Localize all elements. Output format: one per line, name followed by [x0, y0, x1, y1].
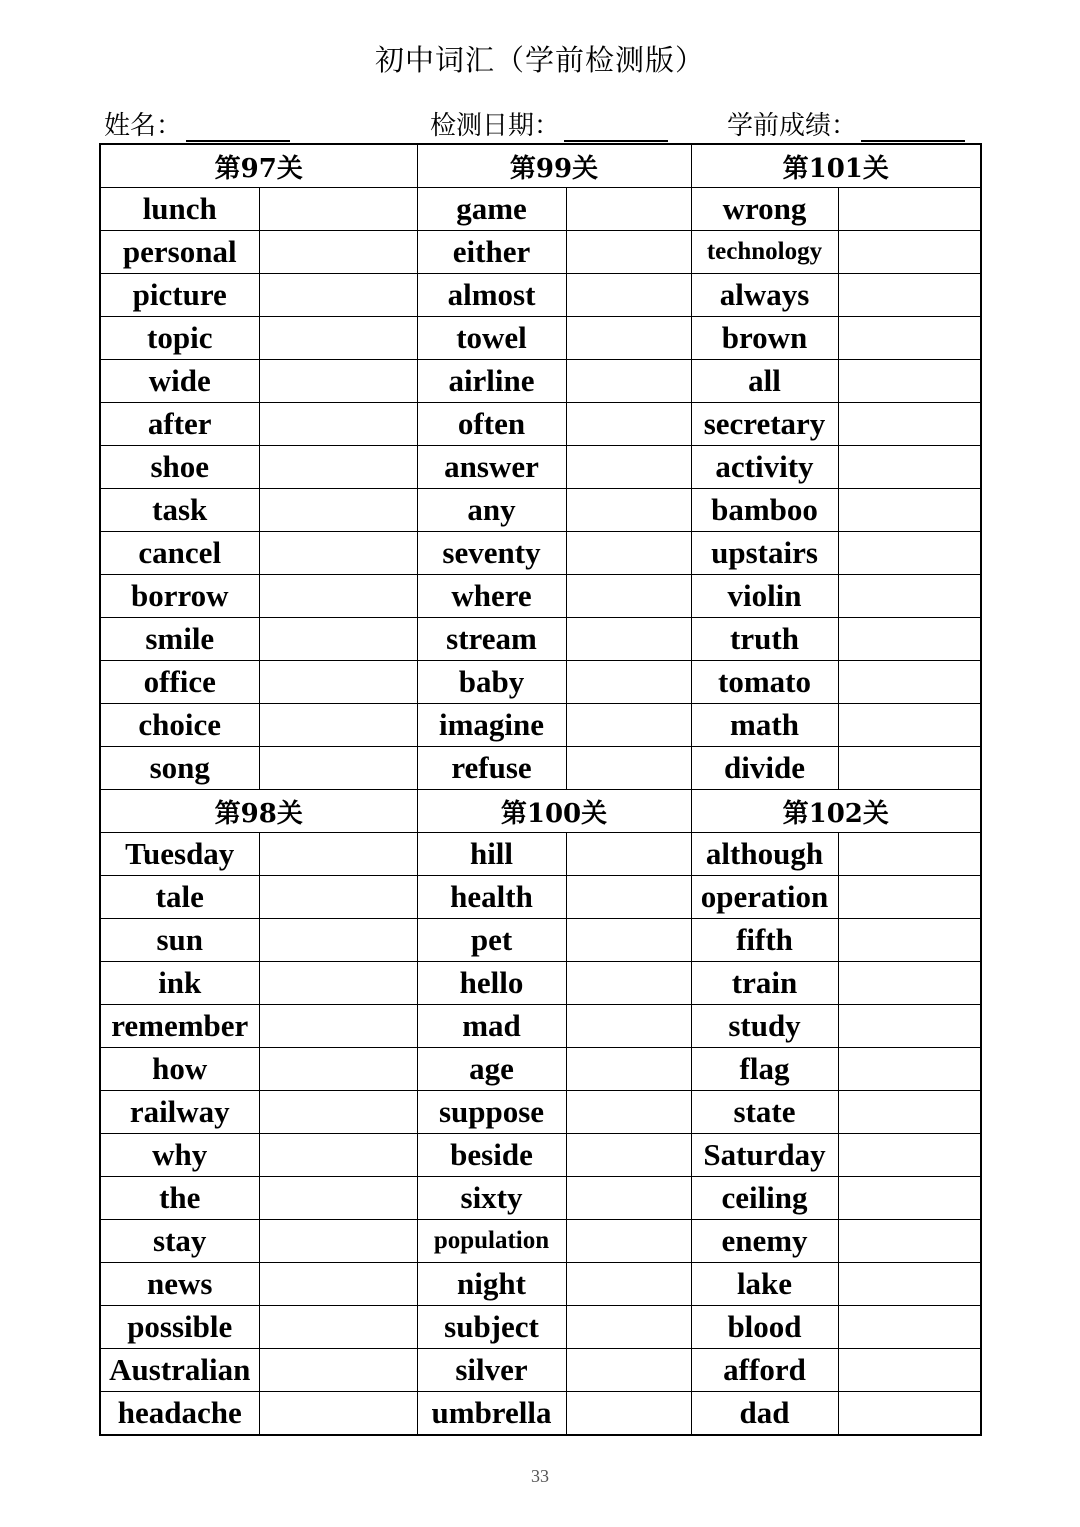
answer-cell[interactable]: [566, 1048, 691, 1091]
vocab-word: ink: [100, 962, 259, 1005]
vocab-word: night: [417, 1263, 566, 1306]
answer-cell[interactable]: [838, 1048, 981, 1091]
answer-cell[interactable]: [259, 403, 417, 446]
vocab-word: secretary: [691, 403, 838, 446]
answer-cell[interactable]: [566, 1263, 691, 1306]
vocab-word: lunch: [100, 188, 259, 231]
vocab-word: Tuesday: [100, 833, 259, 876]
answer-cell[interactable]: [566, 532, 691, 575]
answer-cell[interactable]: [259, 1134, 417, 1177]
vocab-word: shoe: [100, 446, 259, 489]
vocab-word: after: [100, 403, 259, 446]
vocab-word: game: [417, 188, 566, 231]
answer-cell[interactable]: [566, 231, 691, 274]
answer-cell[interactable]: [259, 1306, 417, 1349]
answer-cell[interactable]: [838, 317, 981, 360]
vocab-word: silver: [417, 1349, 566, 1392]
answer-cell[interactable]: [838, 446, 981, 489]
table-row: [100, 919, 981, 962]
answer-cell[interactable]: [838, 1263, 981, 1306]
answer-cell[interactable]: [838, 704, 981, 747]
vocab-word: task: [100, 489, 259, 532]
name-field[interactable]: [104, 105, 290, 142]
vocab-word: Australian: [100, 1349, 259, 1392]
score-label: 学前成绩：: [727, 111, 858, 141]
answer-cell[interactable]: [838, 919, 981, 962]
vocab-word: sixty: [417, 1177, 566, 1220]
answer-cell[interactable]: [259, 962, 417, 1005]
answer-cell[interactable]: [566, 274, 691, 317]
vocab-word: hello: [417, 962, 566, 1005]
page-title: 初中词汇（学前检测版）: [374, 43, 705, 77]
answer-cell[interactable]: [566, 919, 691, 962]
answer-cell[interactable]: [838, 876, 981, 919]
table-row: [100, 876, 981, 919]
vocab-word: population: [417, 1220, 566, 1263]
table-row: [100, 1220, 981, 1263]
table-row: [100, 1177, 981, 1220]
vocab-word: airline: [417, 360, 566, 403]
answer-cell[interactable]: [838, 274, 981, 317]
vocab-word: although: [691, 833, 838, 876]
vocab-word: mad: [417, 1005, 566, 1048]
vocab-word: headache: [100, 1392, 259, 1436]
vocab-word: train: [691, 962, 838, 1005]
answer-cell[interactable]: [838, 618, 981, 661]
vocab-word: violin: [691, 575, 838, 618]
table-row: [100, 231, 981, 274]
answer-cell[interactable]: [838, 1392, 981, 1436]
level-header: 第98关: [100, 790, 417, 833]
vocab-word: either: [417, 231, 566, 274]
answer-cell[interactable]: [566, 360, 691, 403]
vocab-word: blood: [691, 1306, 838, 1349]
vocab-word: wrong: [691, 188, 838, 231]
answer-cell[interactable]: [566, 1220, 691, 1263]
table-row: [100, 962, 981, 1005]
vocab-word: state: [691, 1091, 838, 1134]
vocab-word: operation: [691, 876, 838, 919]
table-row: [100, 489, 981, 532]
answer-cell[interactable]: [566, 876, 691, 919]
answer-cell[interactable]: [838, 833, 981, 876]
level-header: 第102关: [691, 790, 981, 833]
vocab-word: towel: [417, 317, 566, 360]
vocab-word: beside: [417, 1134, 566, 1177]
vocab-word: umbrella: [417, 1392, 566, 1436]
vocab-word: ceiling: [691, 1177, 838, 1220]
vocab-word: Saturday: [691, 1134, 838, 1177]
vocab-word: activity: [691, 446, 838, 489]
answer-cell[interactable]: [838, 489, 981, 532]
answer-cell[interactable]: [838, 1306, 981, 1349]
vocab-word: wide: [100, 360, 259, 403]
date-blank[interactable]: [564, 112, 668, 142]
vocab-word: any: [417, 489, 566, 532]
answer-cell[interactable]: [259, 1392, 417, 1436]
table-row: [100, 1392, 981, 1436]
answer-cell[interactable]: [259, 532, 417, 575]
answer-cell[interactable]: [259, 274, 417, 317]
vocab-word: pet: [417, 919, 566, 962]
answer-cell[interactable]: [838, 962, 981, 1005]
vocab-word: refuse: [417, 747, 566, 790]
vocab-word: tale: [100, 876, 259, 919]
answer-cell[interactable]: [838, 575, 981, 618]
answer-cell[interactable]: [838, 360, 981, 403]
answer-cell[interactable]: [259, 661, 417, 704]
table-row: [100, 661, 981, 704]
vocab-word: study: [691, 1005, 838, 1048]
table-row: [100, 360, 981, 403]
vocab-word: where: [417, 575, 566, 618]
vocab-word: math: [691, 704, 838, 747]
answer-cell[interactable]: [838, 231, 981, 274]
vocab-word: news: [100, 1263, 259, 1306]
answer-cell[interactable]: [838, 188, 981, 231]
vocab-word: often: [417, 403, 566, 446]
answer-cell[interactable]: [259, 1220, 417, 1263]
vocab-word: tomato: [691, 661, 838, 704]
level-header: 第97关: [100, 144, 417, 188]
table-row: [100, 1048, 981, 1091]
answer-cell[interactable]: [566, 188, 691, 231]
name-blank[interactable]: [186, 112, 290, 142]
answer-cell[interactable]: [566, 1177, 691, 1220]
table-row: [100, 188, 981, 231]
answer-cell[interactable]: [566, 1134, 691, 1177]
answer-cell[interactable]: [259, 747, 417, 790]
vocab-word: borrow: [100, 575, 259, 618]
answer-cell[interactable]: [566, 704, 691, 747]
answer-cell[interactable]: [259, 1005, 417, 1048]
table-row: [100, 575, 981, 618]
vocab-word: sun: [100, 919, 259, 962]
answer-cell[interactable]: [259, 833, 417, 876]
vocab-word: cancel: [100, 532, 259, 575]
answer-cell[interactable]: [259, 919, 417, 962]
answer-cell[interactable]: [259, 575, 417, 618]
vocab-word: why: [100, 1134, 259, 1177]
vocab-word: bamboo: [691, 489, 838, 532]
vocab-word: enemy: [691, 1220, 838, 1263]
vocab-word: seventy: [417, 532, 566, 575]
vocab-word: divide: [691, 747, 838, 790]
answer-cell[interactable]: [566, 747, 691, 790]
level-header: 第101关: [691, 144, 981, 188]
answer-cell[interactable]: [838, 1005, 981, 1048]
answer-cell[interactable]: [566, 962, 691, 1005]
table-row: [100, 317, 981, 360]
answer-cell[interactable]: [838, 1220, 981, 1263]
answer-cell[interactable]: [566, 1349, 691, 1392]
answer-cell[interactable]: [259, 704, 417, 747]
answer-cell[interactable]: [566, 1306, 691, 1349]
vocab-word: stream: [417, 618, 566, 661]
vocab-word: hill: [417, 833, 566, 876]
answer-cell[interactable]: [838, 1177, 981, 1220]
vocab-word: fifth: [691, 919, 838, 962]
answer-cell[interactable]: [566, 1392, 691, 1436]
answer-cell[interactable]: [566, 1091, 691, 1134]
answer-cell[interactable]: [838, 661, 981, 704]
vocab-word: song: [100, 747, 259, 790]
answer-cell[interactable]: [259, 1177, 417, 1220]
level-header: 第99关: [417, 144, 691, 188]
section-header-row: [100, 144, 981, 188]
answer-cell[interactable]: [566, 575, 691, 618]
answer-cell[interactable]: [259, 360, 417, 403]
answer-cell[interactable]: [259, 1263, 417, 1306]
answer-cell[interactable]: [838, 1349, 981, 1392]
vocab-word: topic: [100, 317, 259, 360]
answer-cell[interactable]: [259, 1349, 417, 1392]
vocab-word: railway: [100, 1091, 259, 1134]
table-row: [100, 618, 981, 661]
vocab-word: smile: [100, 618, 259, 661]
vocab-word: office: [100, 661, 259, 704]
table-row: [100, 1134, 981, 1177]
vocab-word: subject: [417, 1306, 566, 1349]
score-blank[interactable]: [861, 112, 965, 142]
vocab-word: upstairs: [691, 532, 838, 575]
date-field[interactable]: [430, 105, 668, 142]
vocab-word: age: [417, 1048, 566, 1091]
answer-cell[interactable]: [566, 833, 691, 876]
answer-cell[interactable]: [259, 446, 417, 489]
answer-cell[interactable]: [566, 661, 691, 704]
vocab-word: remember: [100, 1005, 259, 1048]
vocab-word: truth: [691, 618, 838, 661]
vocab-word: picture: [100, 274, 259, 317]
answer-cell[interactable]: [838, 1134, 981, 1177]
answer-cell[interactable]: [566, 403, 691, 446]
answer-cell[interactable]: [566, 1005, 691, 1048]
vocab-word: brown: [691, 317, 838, 360]
answer-cell[interactable]: [259, 1091, 417, 1134]
vocab-word: answer: [417, 446, 566, 489]
table-row: [100, 532, 981, 575]
vocab-word: all: [691, 360, 838, 403]
answer-cell[interactable]: [259, 876, 417, 919]
answer-cell[interactable]: [566, 618, 691, 661]
answer-cell[interactable]: [838, 1091, 981, 1134]
answer-cell[interactable]: [838, 403, 981, 446]
answer-cell[interactable]: [259, 618, 417, 661]
answer-cell[interactable]: [259, 1048, 417, 1091]
table-row: [100, 1263, 981, 1306]
table-row: [100, 1005, 981, 1048]
vocab-word: health: [417, 876, 566, 919]
page-number: 33: [531, 1466, 549, 1486]
vocab-word: possible: [100, 1306, 259, 1349]
answer-cell[interactable]: [566, 317, 691, 360]
table-row: [100, 403, 981, 446]
vocab-word: dad: [691, 1392, 838, 1436]
answer-cell[interactable]: [566, 446, 691, 489]
level-header: 第100关: [417, 790, 691, 833]
score-field[interactable]: [727, 105, 965, 142]
table-row: [100, 1349, 981, 1392]
table-row: [100, 446, 981, 489]
vocab-word: always: [691, 274, 838, 317]
answer-cell[interactable]: [259, 317, 417, 360]
vocab-word: suppose: [417, 1091, 566, 1134]
vocab-word: the: [100, 1177, 259, 1220]
table-row: [100, 274, 981, 317]
answer-cell[interactable]: [566, 489, 691, 532]
vocab-word: technology: [691, 231, 838, 274]
vocab-word: imagine: [417, 704, 566, 747]
table-row: [100, 704, 981, 747]
table-row: [100, 1091, 981, 1134]
date-label: 检测日期：: [430, 111, 561, 141]
table-row: [100, 833, 981, 876]
vocab-word: afford: [691, 1349, 838, 1392]
answer-cell[interactable]: [259, 188, 417, 231]
vocabulary-table: [99, 143, 982, 1436]
vocab-word: stay: [100, 1220, 259, 1263]
vocab-word: choice: [100, 704, 259, 747]
name-label: 姓名：: [104, 111, 183, 141]
answer-cell[interactable]: [838, 532, 981, 575]
table-row: [100, 1306, 981, 1349]
vocab-word: flag: [691, 1048, 838, 1091]
vocab-word: baby: [417, 661, 566, 704]
vocab-word: how: [100, 1048, 259, 1091]
answer-cell[interactable]: [259, 231, 417, 274]
table-row: [100, 747, 981, 790]
vocab-word: lake: [691, 1263, 838, 1306]
vocab-word: almost: [417, 274, 566, 317]
vocab-word: personal: [100, 231, 259, 274]
section-header-row: [100, 790, 981, 833]
answer-cell[interactable]: [838, 747, 981, 790]
answer-cell[interactable]: [259, 489, 417, 532]
